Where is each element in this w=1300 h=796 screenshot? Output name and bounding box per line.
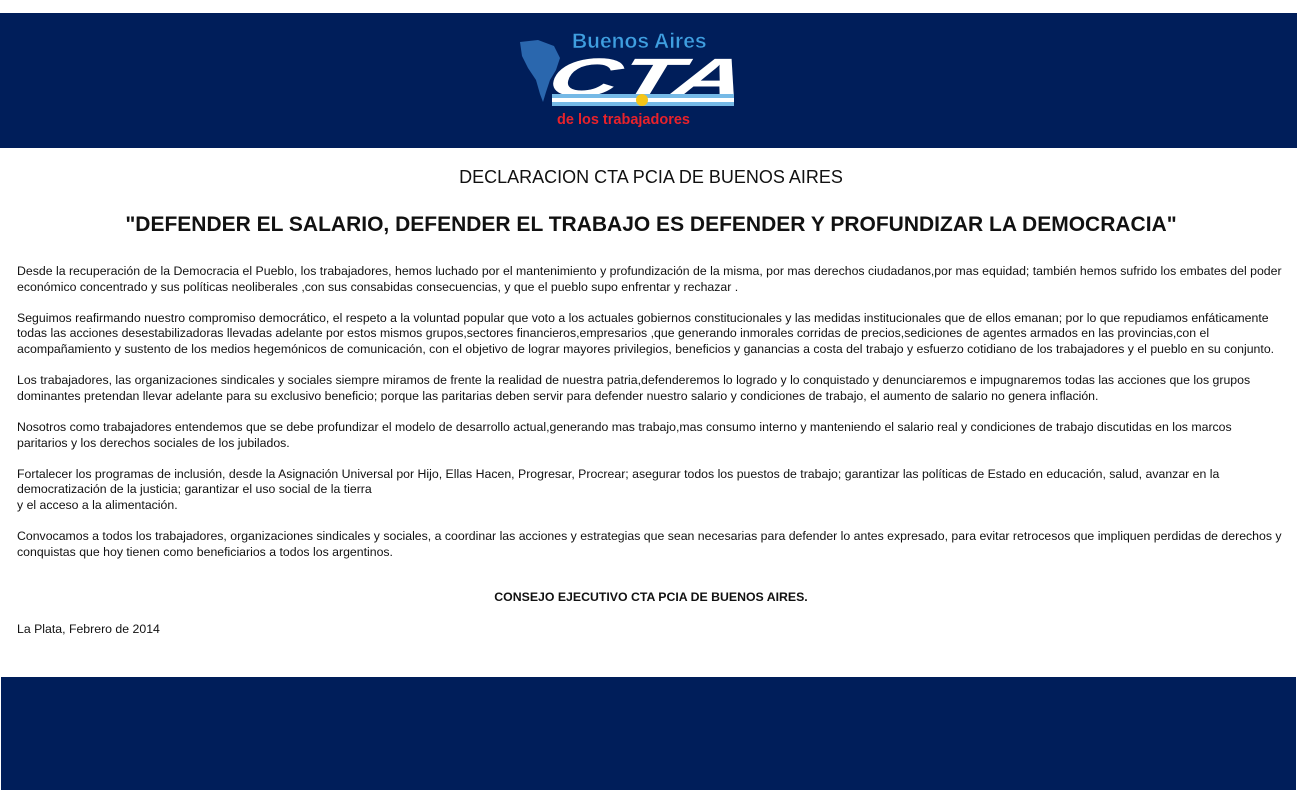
paragraph-6: Convocamos a todos los trabajadores, organizaciones sindicales y sociales, a coordinar las acciones y estrategias que sean necesarias para defender lo antes expresado, para evitar retrocesos que impliquen perdidas de derechos y conquistas que hoy tienen como beneficiarios a todos los argentinos. [17, 529, 1282, 559]
paragraph-3: Los trabajadores, las organizaciones sindicales y sociales siempre miramos de frente la realidad de nuestra patria,defenderemos lo logrado y lo conquistado y denunciaremos e impugnaremos todas las acciones que los grupos dominantes pretendan llevar adelante para su exclusivo beneficio; porque las paritarias deben servir para defender nuestro salario y condiciones de trabajo, el aumento de salario no genera inflación. [17, 373, 1251, 403]
place-date: La Plata, Febrero de 2014 [17, 621, 160, 636]
paragraph-1: Desde la recuperación de la Democracia el Pueblo, los trabajadores, hemos luchado por el mantenimiento y profundización de la misma, por mas derechos ciudadanos,por mas equidad; también hemos sufrido los embates del poder económico concentrado y sus políticas neoliberales ,con sus consabidas consecuencias, y que el pueblo supo enfrentar y rechazar . [17, 264, 1282, 294]
logo-top-text: Buenos Aires [572, 30, 707, 53]
document-content [17, 150, 1285, 637]
footer-banner [1, 677, 1296, 790]
cta-logo [516, 28, 748, 130]
paragraph-2: Seguimos reafirmando nuestro compromiso democrático, el respeto a la voluntad popular que voto a los actuales gobiernos constitucionales y las medidas institucionales que de ellos emanan; por lo que repudiamos enfáticamente todas las acciones desestabilizadoras llevadas adelante por estos mismos grupos,sectores financieros,empresarios ,que generando inmorales corridas de precios,sediciones de agentes armados en las provincias,con el acompañamiento y sustento de los medios hegemónicos de comunicación, con el objetivo de lograr mayores privilegios, beneficios y ganancias a costa del trabajo y esfuerzo cotidiano de los trabajadores y el pueblo en su conjunto. [17, 310, 1275, 356]
paragraph-4: Nosotros como trabajadores entendemos que se debe profundizar el modelo de desarrollo actual,generando mas trabajo,mas consumo interno y manteniendo el salario real y condiciones de trabajo discutidas en los marcos paritarios y los derechos sociales de los jubilados. [17, 419, 1232, 450]
signature: CONSEJO EJECUTIVO CTA PCIA DE BUENOS AIRES. [494, 590, 808, 605]
document-subtitle: DECLARACION CTA PCIA DE BUENOS AIRES [459, 167, 843, 187]
logo-main-text: CTA [542, 46, 665, 108]
paragraph-5: Fortalecer los programas de inclusión, desde la Asignación Universal por Hijo, Ellas Hacen, Progresar, Procrear; asegurar todos los puestos de trabajo; garantizar las políticas de Estado en educación, salud, avanzar en la democratización de la justicia; garantizar el uso social de la tierra y el acceso a la alimentación. [17, 466, 1220, 512]
sun-icon [636, 94, 648, 106]
logo-bottom-text: de los trabajadores [557, 112, 690, 128]
document-body [17, 264, 1285, 560]
document-headline: "DEFENDER EL SALARIO, DEFENDER EL TRABAJO ES DEFENDER Y PROFUNDIZAR LA DEMOCRACIA" [125, 213, 1177, 236]
